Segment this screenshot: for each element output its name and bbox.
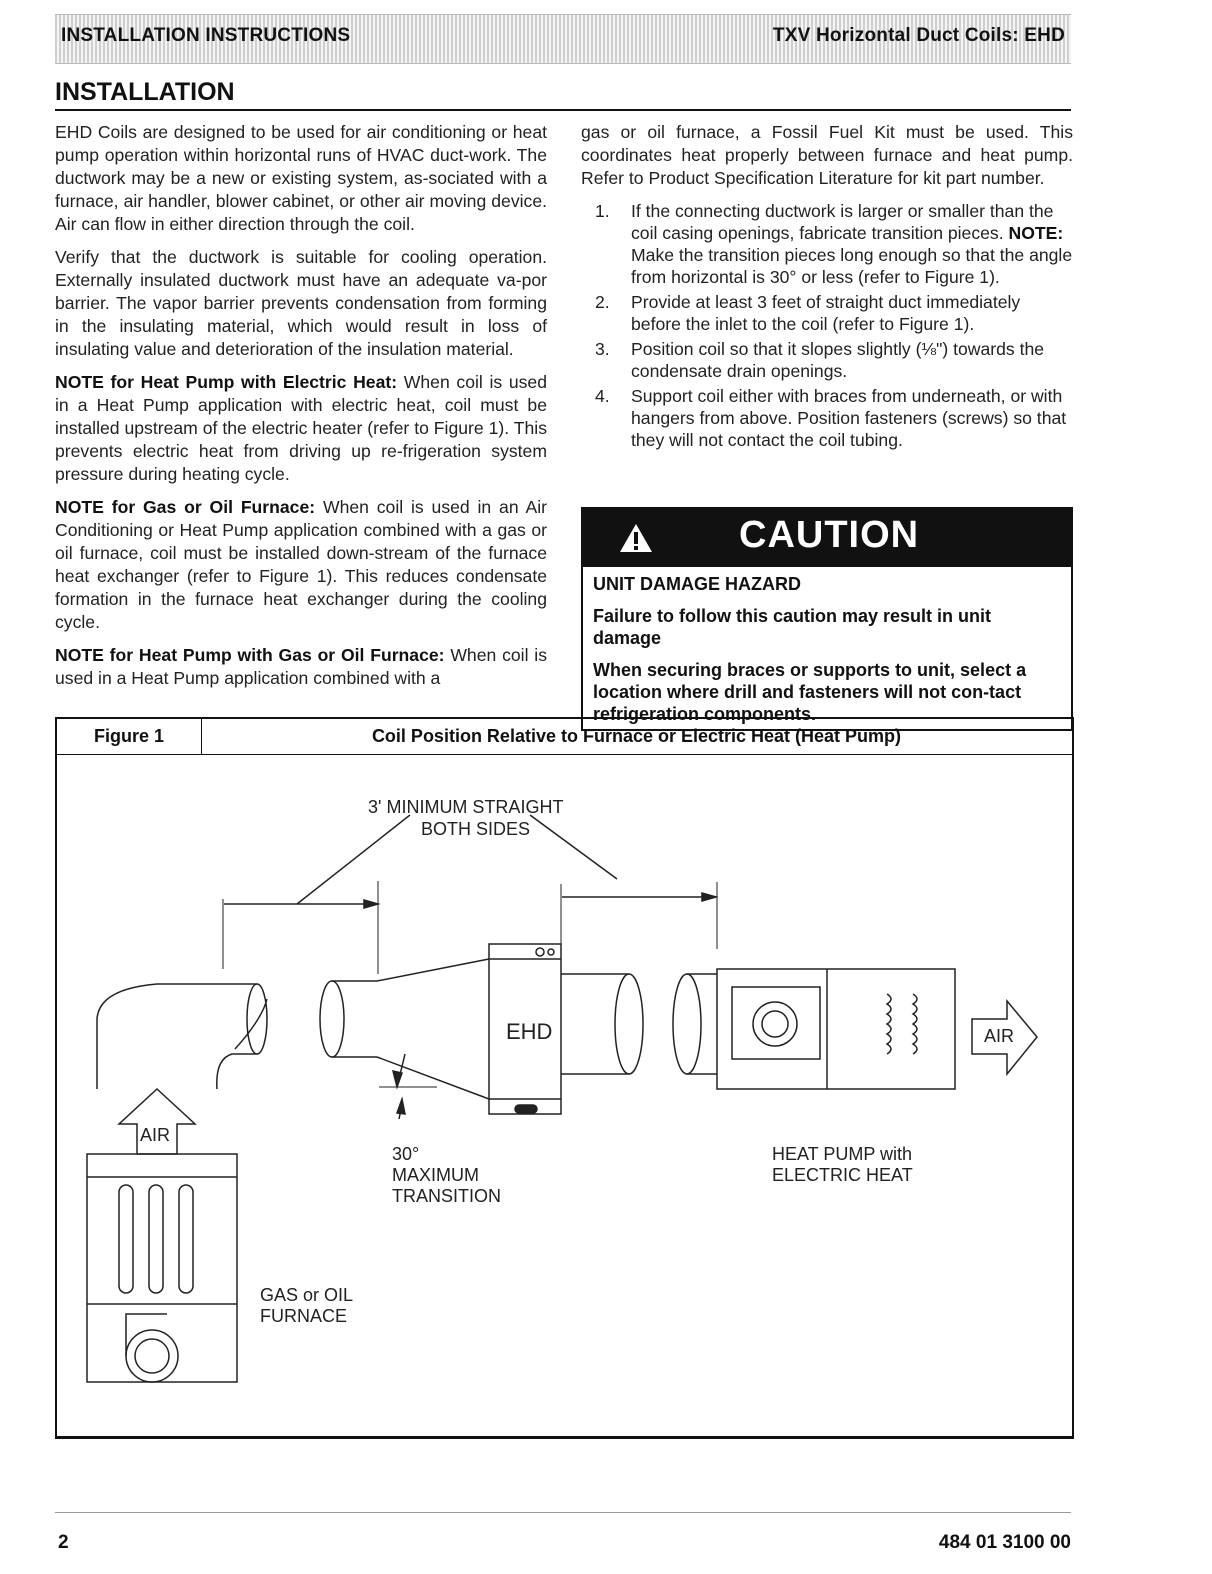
step-item (581, 338, 1073, 382)
caution-banner (583, 509, 1071, 567)
ductwork-paragraph: Verify that the ductwork is suitable for cooling operation. Externally insulated ductwork must have an adequate va-por barrier. The vapor barrier prevents condensation from forming in the insulating material, which would result in loss of insulating value and deterioration of the insulation material. (55, 247, 547, 359)
step-text: Position coil so that it slopes slightly (⅛") towards the condensate drain openings. (631, 339, 1045, 381)
air-right-label: AIR (984, 1026, 1015, 1046)
caution-body (583, 567, 1071, 725)
footer-rule (55, 1512, 1071, 1513)
header-right-title: TXV Horizontal Duct Coils: EHD (772, 25, 1065, 46)
step-item (581, 385, 1073, 451)
figure-caption: Coil Position Relative to Furnace or Electric Heat (Heat Pump) (371, 726, 902, 746)
air-up-label: AIR (140, 1125, 171, 1145)
installation-diagram (57, 719, 1072, 1436)
note-heat-pump-electric (55, 371, 547, 486)
step-item (581, 200, 1073, 288)
step-number: 1. (595, 201, 610, 221)
step-item (581, 291, 1073, 335)
right-column (581, 121, 1073, 454)
furnace-cabinet (87, 1154, 237, 1382)
heat-pump-unit (717, 969, 955, 1089)
header-left-title: INSTALLATION INSTRUCTIONS (61, 25, 351, 46)
figure-number: Figure 1 (57, 719, 202, 754)
caution-text: When securing braces or supports to unit, select a location where drill and fasteners will not con-tact refrigeration components. (593, 660, 1027, 724)
note-label: NOTE for Gas or Oil Furnace: (55, 497, 316, 517)
note-gas-oil-furnace (55, 496, 547, 634)
angle-label-2: MAXIMUM (392, 1165, 479, 1185)
step-note-text: Make the transition pieces long enough so that the angle from horizontal is 30° or less (refer to Figure 1). (631, 245, 1073, 287)
step-text: Support coil either with braces from underneath, or with hangers from above. Position fasteners (screws) so that they will not contact the coil tubing. (631, 386, 1067, 450)
furnace-label-1: GAS or OIL (260, 1285, 354, 1305)
furnace-label-2: FURNACE (260, 1306, 348, 1326)
min-straight-label-2: BOTH SIDES (421, 819, 531, 839)
fossil-fuel-paragraph: gas or oil furnace, a Fossil Fuel Kit must be used. This coordinates heat properly between furnace and heat pump. Refer to Product Specification Literature for kit part number. (581, 122, 1073, 188)
note-label: NOTE for Heat Pump with Gas or Oil Furnace: (55, 645, 445, 665)
note-text: When coil is used in a Heat Pump application with electric heat, coil must be installed upstream of the electric heater (refer to Figure 1). This prevents electric heat from driving up re-frigeration system pressure during heating cycle. (55, 372, 547, 484)
caution-box (581, 507, 1073, 731)
section-rule (55, 109, 1071, 111)
inlet-duct-and-transition (320, 959, 489, 1099)
step-text: If the connecting ductwork is larger or smaller than the coil casing openings, fabricate transition pieces. (631, 201, 1054, 243)
step-number: 4. (595, 386, 610, 406)
step-note-label: NOTE: (1008, 223, 1064, 243)
angle-label-3: TRANSITION (392, 1186, 502, 1206)
intro-paragraph: EHD Coils are designed to be used for air conditioning or heat pump operation within horizontal runs of HVAC duct-work. The ductwork may be a new or existing system, as-sociated with a furnace, air handler, blower cabinet, or other air moving device. Air can flow in either direction through the coil. (55, 122, 547, 234)
caution-subtitle: UNIT DAMAGE HAZARD (593, 574, 801, 594)
note-label: NOTE for Heat Pump with Electric Heat: (55, 372, 398, 392)
coil-label: EHD (506, 1019, 553, 1044)
document-number: 484 01 3100 00 (938, 1532, 1071, 1553)
angle-label-1: 30° (392, 1144, 420, 1164)
warning-triangle-icon (619, 523, 653, 553)
furnace-elbow-duct (97, 984, 267, 1089)
installation-steps (581, 200, 1073, 451)
page-header-band (55, 14, 1071, 64)
outlet-duct (561, 974, 717, 1074)
heat-pump-label-1: HEAT PUMP with (772, 1144, 913, 1164)
heat-pump-label-2: ELECTRIC HEAT (772, 1165, 913, 1185)
section-title: INSTALLATION (55, 78, 235, 106)
figure-1 (55, 717, 1074, 1439)
caution-text: Failure to follow this caution may result in unit damage (593, 606, 992, 648)
step-number: 3. (595, 339, 610, 359)
note-text: When coil is used in an Air Conditioning or Heat Pump application combined with a gas or oil furnace, coil must be installed down-stream of the furnace heat exchanger (refer to Figure 1). This reduces condensate formation in the furnace heat exchanger during the cooling cycle. (55, 497, 547, 632)
note-heat-pump-gas-oil (55, 644, 547, 690)
caution-title: CAUTION (739, 514, 920, 556)
min-straight-label-1: 3' MINIMUM STRAIGHT (368, 797, 564, 817)
step-text: Provide at least 3 feet of straight duct immediately before the inlet to the coil (refer to Figure 1). (631, 292, 1021, 334)
note-text: When coil is used in a Heat Pump application combined with a (55, 645, 547, 688)
left-column (55, 121, 547, 700)
step-number: 2. (595, 292, 610, 312)
page-number: 2 (58, 1532, 69, 1553)
